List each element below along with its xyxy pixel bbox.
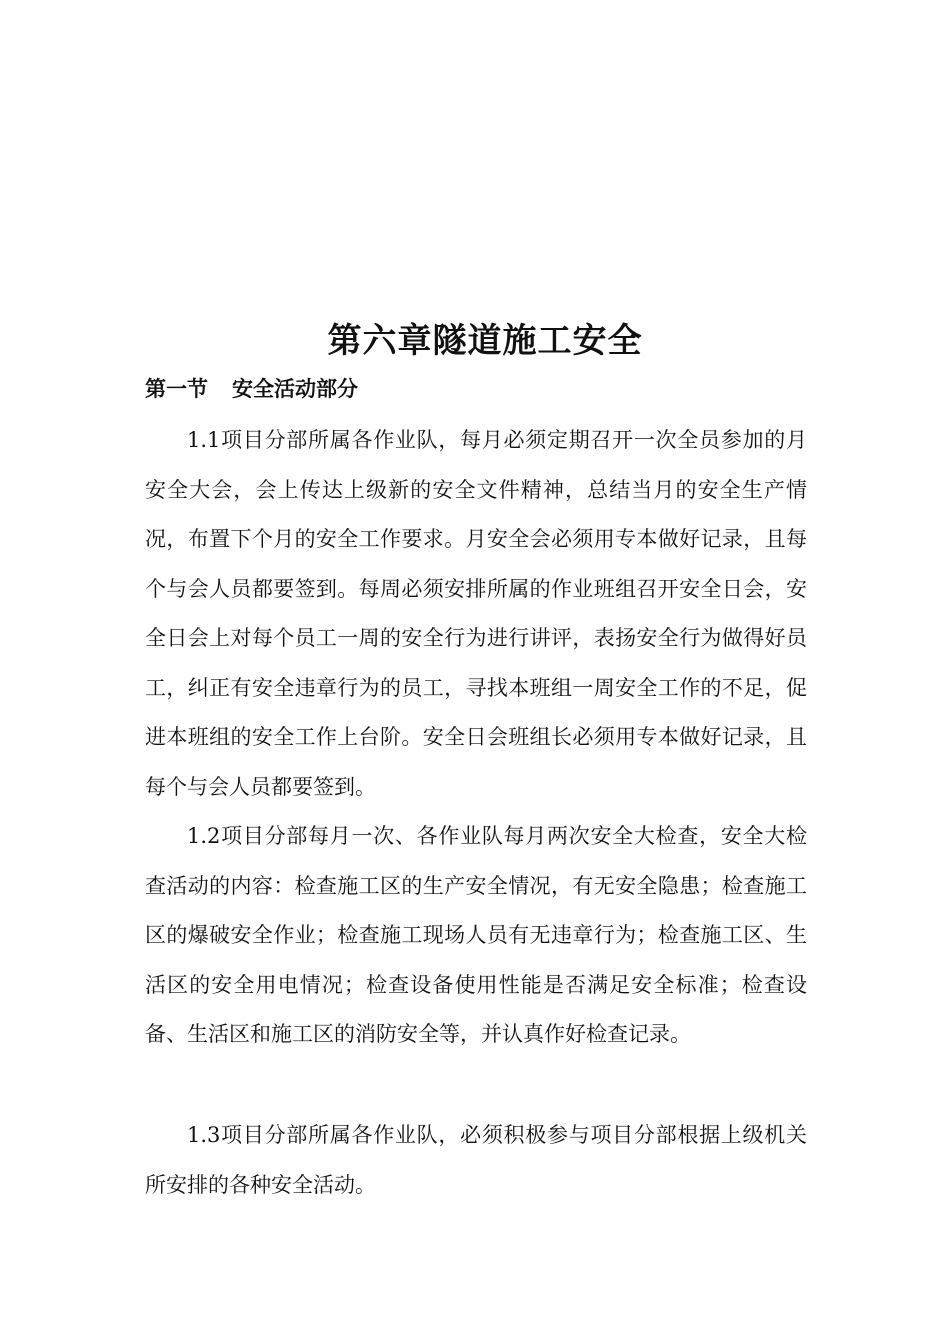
section-title: 安全活动部分 [232, 377, 358, 401]
paragraph-block-1 [145, 416, 807, 812]
paragraph-2: 1.2项目分部每月一次、各作业队每月两次安全大检查，安全大检查活动的内容：检查施工区的生产安全情况，有无安全隐患；检查施工区的爆破安全作业；检查施工现场人员有无违章行为；检查施工区、生活区的安全用电情况；检查设备使用性能是否满足安全标准；检查设备、生活区和施工区的消防安全等，并认真作好检查记录。 [145, 824, 807, 1046]
paragraph-1: 1.1项目分部所属各作业队，每月必须定期召开一次全员参加的月安全大会，会上传达上级新的安全文件精神，总结当月的安全生产情况，布置下个月的安全工作要求。月安全会必须用专本做好记录，且每个与会人员都要签到。每周必须安排所属的作业班组召开安全日会，安全日会上对每个员工一周的安全行为进行讲评，表扬安全行为做得好员工，纠正有安全违章行为的员工，寻找本班组一周安全工作的不足，促进本班组的安全工作上台阶。安全日会班组长必须用专本做好记录，且每个与会人员都要签到。 [145, 428, 807, 799]
paragraph-block-2 [145, 812, 807, 1060]
paragraph-3: 1.3项目分部所属各作业队，必须积极参与项目分部根据上级机关所安排的各种安全活动。 [145, 1123, 807, 1197]
section-number: 第一节 [145, 377, 208, 401]
paragraph-block-3 [145, 1111, 807, 1210]
section-heading [145, 372, 358, 406]
chapter-title: 第六章隧道施工安全 [327, 321, 643, 361]
